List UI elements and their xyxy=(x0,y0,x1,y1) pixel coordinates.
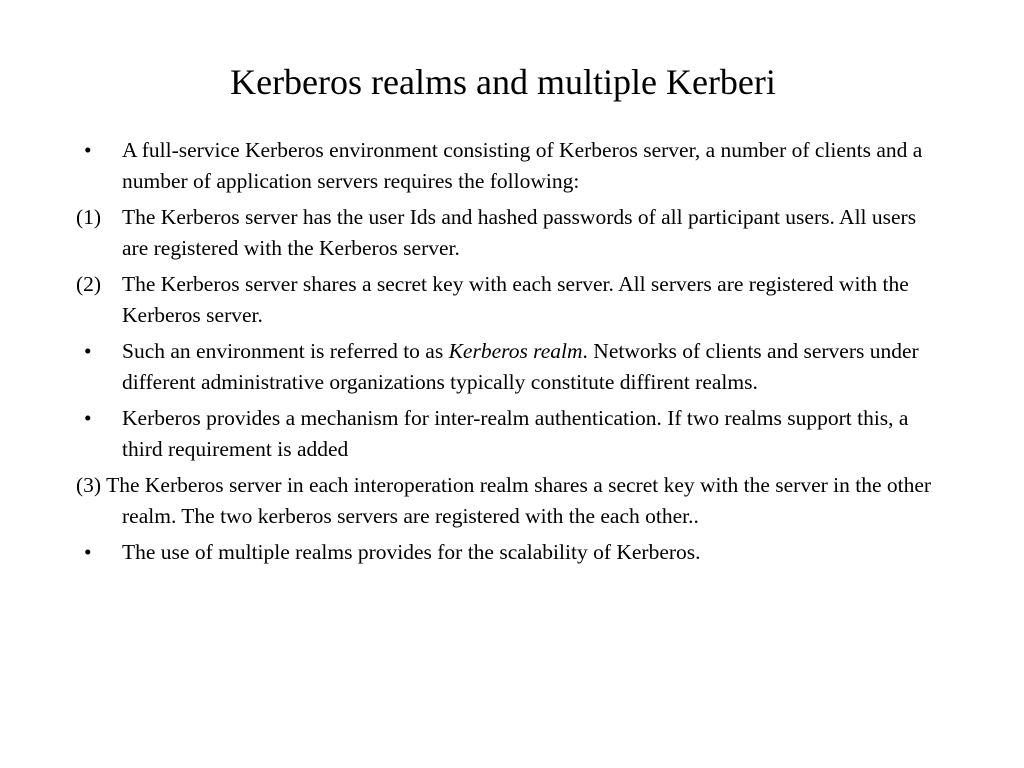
list-item-text-before: Such an environment is referred to as xyxy=(122,339,449,363)
bullet-marker: • xyxy=(84,540,92,564)
list-item xyxy=(76,537,936,568)
list-item-text: Kerberos provides a mechanism for inter-realm authentication. If two realms support this, a third requirement is added xyxy=(122,406,909,461)
list-item xyxy=(76,202,936,264)
number-marker: (3) xyxy=(76,473,102,497)
bullet-marker: • xyxy=(84,138,92,162)
list-item-text: The Kerberos server in each interoperation realm shares a secret key with the server in the other realm. The two kerberos servers are registered with the each other.. xyxy=(106,473,932,528)
list-item xyxy=(76,336,936,398)
list-item-text: The use of multiple realms provides for the scalability of Kerberos. xyxy=(122,540,701,564)
list-item-text: A full-service Kerberos environment consisting of Kerberos server, a number of clients and a number of application servers requires the following: xyxy=(122,138,923,193)
list-item xyxy=(76,470,936,532)
list-item xyxy=(76,269,936,331)
list-item-text-after: . Networks of clients and servers under different administrative organizations typically constitute diffirent realms. xyxy=(122,339,919,394)
slide-body-list xyxy=(76,135,936,573)
bullet-marker: • xyxy=(84,339,92,363)
list-item-text: The Kerberos server has the user Ids and hashed passwords of all participant users. All users are registered with the Kerberos server. xyxy=(122,205,917,260)
number-marker: (1) xyxy=(76,205,102,229)
list-item-text-italic: Kerberos realm xyxy=(448,339,583,363)
bullet-marker: • xyxy=(84,406,92,430)
number-marker: (2) xyxy=(76,272,102,296)
slide-title: Kerberos realms and multiple Kerberi xyxy=(230,62,776,102)
list-item xyxy=(76,135,936,197)
list-item-text: The Kerberos server shares a secret key with each server. All servers are registered with the Kerberos server. xyxy=(122,272,909,327)
list-item xyxy=(76,403,936,465)
